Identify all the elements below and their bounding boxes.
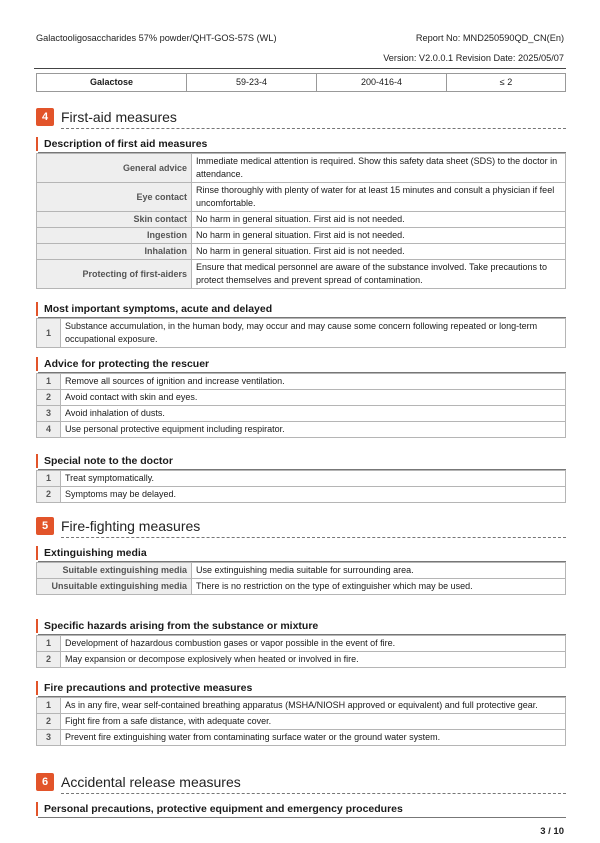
row-value: No harm in general situation. First aid is not needed. — [192, 228, 566, 244]
item-text: Substance accumulation, in the human body, may occur and may cause some concern following repeated or long-term occupational exposure. — [61, 319, 566, 348]
item-text: Prevent fire extinguishing water from contaminating surface water or the ground water system. — [61, 730, 566, 746]
header-divider — [34, 68, 566, 69]
table-row — [37, 183, 566, 212]
section-rule — [61, 128, 566, 129]
list-item — [37, 422, 566, 438]
item-text: As in any fire, wear self-contained breathing apparatus (MSHA/NIOSH approved or equivalent) and full protective gear. — [61, 698, 566, 714]
page-number: 3 / 10 — [540, 826, 564, 837]
table-row — [37, 74, 566, 92]
subsection-title: Description of first aid measures — [44, 138, 208, 150]
precautions-list — [36, 697, 566, 746]
item-text: Treat symptomatically. — [61, 471, 566, 487]
row-key: Unsuitable extinguishing media — [37, 579, 192, 595]
row-key: Eye contact — [37, 183, 192, 212]
row-value: Rinse thoroughly with plenty of water for at least 15 minutes and consult a physician if feel uncomfortable. — [192, 183, 566, 212]
header-product: Galactooligosaccharides 57% powder/QHT-GOS-57S (WL) — [36, 33, 277, 43]
section-rule — [61, 793, 566, 794]
section-6-heading — [36, 773, 566, 795]
subsection-title: Most important symptoms, acute and delayed — [44, 303, 273, 315]
table-row — [37, 154, 566, 183]
header-version: Version: V2.0.0.1 Revision Date: 2025/05/07 — [383, 53, 564, 63]
subsection-title: Advice for protecting the rescuer — [44, 358, 210, 370]
section-rule — [61, 537, 566, 538]
item-text: Use personal protective equipment including respirator. — [61, 422, 566, 438]
item-text: May expansion or decompose explosively when heated or involved in fire. — [61, 652, 566, 668]
item-number: 1 — [37, 471, 61, 487]
subsection-extinguishing-media — [36, 546, 566, 560]
subsection-doctor-note — [36, 454, 566, 468]
row-key: Skin contact — [37, 212, 192, 228]
item-text: Avoid inhalation of dusts. — [61, 406, 566, 422]
row-value: No harm in general situation. First aid is not needed. — [192, 244, 566, 260]
ec-number: 200-416-4 — [317, 74, 447, 92]
item-text: Avoid contact with skin and eyes. — [61, 390, 566, 406]
subsection-title: Special note to the doctor — [44, 455, 173, 467]
subsection-first-aid-description — [36, 137, 566, 151]
subsection-specific-hazards — [36, 619, 566, 633]
item-number: 1 — [37, 319, 61, 348]
row-value: Immediate medical attention is required. Show this safety data sheet (SDS) to the doctor in attendance. — [192, 154, 566, 183]
item-number: 2 — [37, 714, 61, 730]
composition-table — [36, 73, 566, 92]
table-row — [37, 212, 566, 228]
row-value: No harm in general situation. First aid is not needed. — [192, 212, 566, 228]
row-value: Use extinguishing media suitable for surrounding area. — [192, 563, 566, 579]
list-item — [37, 487, 566, 503]
section-number-badge: 5 — [36, 517, 54, 535]
subsection-title: Specific hazards arising from the substance or mixture — [44, 620, 319, 632]
row-key: Suitable extinguishing media — [37, 563, 192, 579]
row-key: Ingestion — [37, 228, 192, 244]
cas-number: 59-23-4 — [187, 74, 317, 92]
subsection-personal-precautions — [36, 802, 566, 816]
item-text: Fight fire from a safe distance, with adequate cover. — [61, 714, 566, 730]
list-item — [37, 636, 566, 652]
table-row — [37, 244, 566, 260]
list-item — [37, 730, 566, 746]
subsection-title: Fire precautions and protective measures — [44, 682, 253, 694]
list-item — [37, 319, 566, 348]
list-item — [37, 652, 566, 668]
row-value: There is no restriction on the type of extinguisher which may be used. — [192, 579, 566, 595]
section-4-heading — [36, 108, 566, 130]
item-number: 2 — [37, 652, 61, 668]
concentration: ≤ 2 — [447, 74, 566, 92]
item-text: Development of hazardous combustion gases or vapor possible in the event of fire. — [61, 636, 566, 652]
item-text: Remove all sources of ignition and increase ventilation. — [61, 374, 566, 390]
table-row — [37, 579, 566, 595]
item-number: 3 — [37, 730, 61, 746]
item-number: 4 — [37, 422, 61, 438]
list-item — [37, 714, 566, 730]
component-name: Galactose — [37, 74, 187, 92]
list-item — [37, 698, 566, 714]
row-key: Inhalation — [37, 244, 192, 260]
extinguishing-media-table — [36, 562, 566, 595]
row-key: Protecting of first-aiders — [37, 260, 192, 289]
row-key: General advice — [37, 154, 192, 183]
subsection-title: Extinguishing media — [44, 547, 147, 559]
list-item — [37, 471, 566, 487]
symptoms-list — [36, 318, 566, 348]
first-aid-table — [36, 153, 566, 289]
item-number: 2 — [37, 487, 61, 503]
hazards-list — [36, 635, 566, 668]
rescuer-list — [36, 373, 566, 438]
item-text: Symptoms may be delayed. — [61, 487, 566, 503]
list-item — [37, 390, 566, 406]
table-row — [37, 228, 566, 244]
row-value: Ensure that medical personnel are aware of the substance involved. Take precautions to protect themselves and prevent spread of contamination. — [192, 260, 566, 289]
section-number-badge: 4 — [36, 108, 54, 126]
doctor-note-list — [36, 470, 566, 503]
list-item — [37, 406, 566, 422]
table-row — [37, 260, 566, 289]
item-number: 1 — [37, 698, 61, 714]
item-number: 1 — [37, 636, 61, 652]
item-number: 3 — [37, 406, 61, 422]
subsection-symptoms — [36, 302, 566, 316]
section-title: Accidental release measures — [61, 774, 241, 790]
section-title: First-aid measures — [61, 109, 177, 125]
item-number: 2 — [37, 390, 61, 406]
section-number-badge: 6 — [36, 773, 54, 791]
item-number: 1 — [37, 374, 61, 390]
header-report-no: Report No: MND250590QD_CN(En) — [415, 33, 564, 43]
section-title: Fire-fighting measures — [61, 518, 201, 534]
subsection-title: Personal precautions, protective equipment and emergency procedures — [44, 803, 403, 815]
section-5-heading — [36, 517, 566, 539]
table-row — [37, 563, 566, 579]
list-item — [37, 374, 566, 390]
subsection-rescuer — [36, 357, 566, 371]
subsection-fire-precautions — [36, 681, 566, 695]
